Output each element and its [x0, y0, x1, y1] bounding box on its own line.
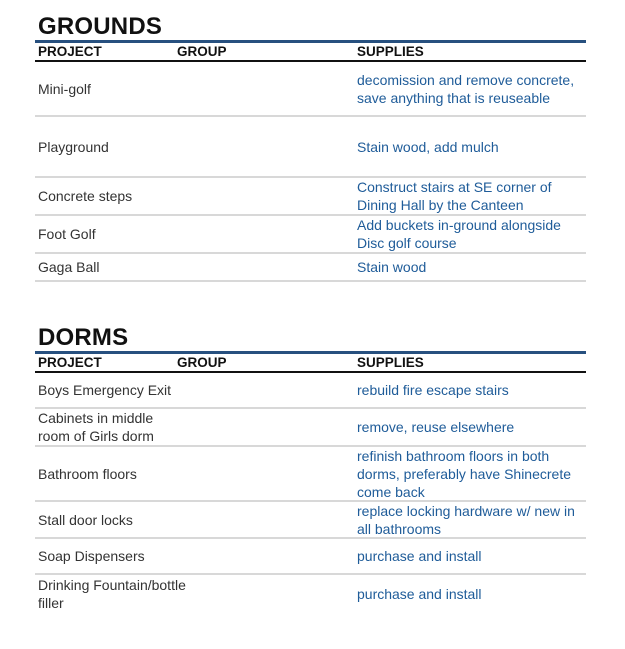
table-row [35, 373, 586, 409]
supplies-cell: decomission and remove concrete, save anything that is reuseable [357, 71, 575, 106]
header-project: PROJECT [38, 44, 102, 59]
table-row [35, 216, 586, 254]
table-row [35, 409, 586, 447]
table-row [35, 575, 586, 613]
project-cell: Gaga Ball [38, 259, 100, 275]
header-supplies: SUPPLIES [357, 355, 424, 370]
table-row [35, 178, 586, 216]
supplies-cell: Construct stairs at SE corner of Dining Hall by the Canteen [357, 179, 552, 213]
header-group: GROUP [177, 44, 227, 59]
supplies-cell: Add buckets in-ground alongside Disc golf course [357, 217, 561, 251]
dorms-table-header [35, 354, 586, 373]
supplies-cell: Stain wood, add mulch [357, 138, 499, 155]
supplies-cell: rebuild fire escape stairs [357, 382, 509, 398]
table-row [35, 539, 586, 575]
header-group: GROUP [177, 355, 227, 370]
project-cell: Bathroom floors [38, 465, 137, 482]
supplies-cell: replace locking hardware w/ new in all bathrooms [357, 502, 575, 537]
project-cell: Boys Emergency Exit [38, 382, 172, 398]
grounds-section [35, 14, 586, 282]
table-row [35, 62, 586, 117]
table-row [35, 502, 586, 539]
project-cell: Concrete steps [38, 188, 133, 204]
supplies-cell: Stain wood [357, 259, 427, 275]
supplies-cell: remove, reuse elsewhere [357, 419, 515, 435]
header-supplies: SUPPLIES [357, 44, 424, 59]
project-cell: Stall door locks [38, 511, 133, 528]
header-project: PROJECT [38, 355, 102, 370]
dorms-section [35, 325, 586, 613]
supplies-cell: purchase and install [357, 548, 482, 564]
project-cell: Playground [38, 138, 109, 155]
supplies-cell: refinish bathroom floors in both dorms, preferably have Shinecrete come back [357, 447, 571, 500]
project-cell: Soap Dispensers [38, 548, 145, 564]
supplies-cell: purchase and install [357, 586, 482, 602]
table-row [35, 254, 586, 282]
dorms-title: DORMS [38, 324, 129, 351]
project-cell: Drinking Fountain/bottle filler [38, 577, 186, 611]
grounds-table-header [35, 43, 586, 62]
project-cell: Foot Golf [38, 226, 96, 242]
project-cell: Mini-golf [38, 80, 91, 97]
grounds-title: GROUNDS [38, 13, 163, 40]
table-row [35, 447, 586, 502]
table-row [35, 117, 586, 178]
project-cell: Cabinets in middle room of Girls dorm [38, 410, 154, 444]
